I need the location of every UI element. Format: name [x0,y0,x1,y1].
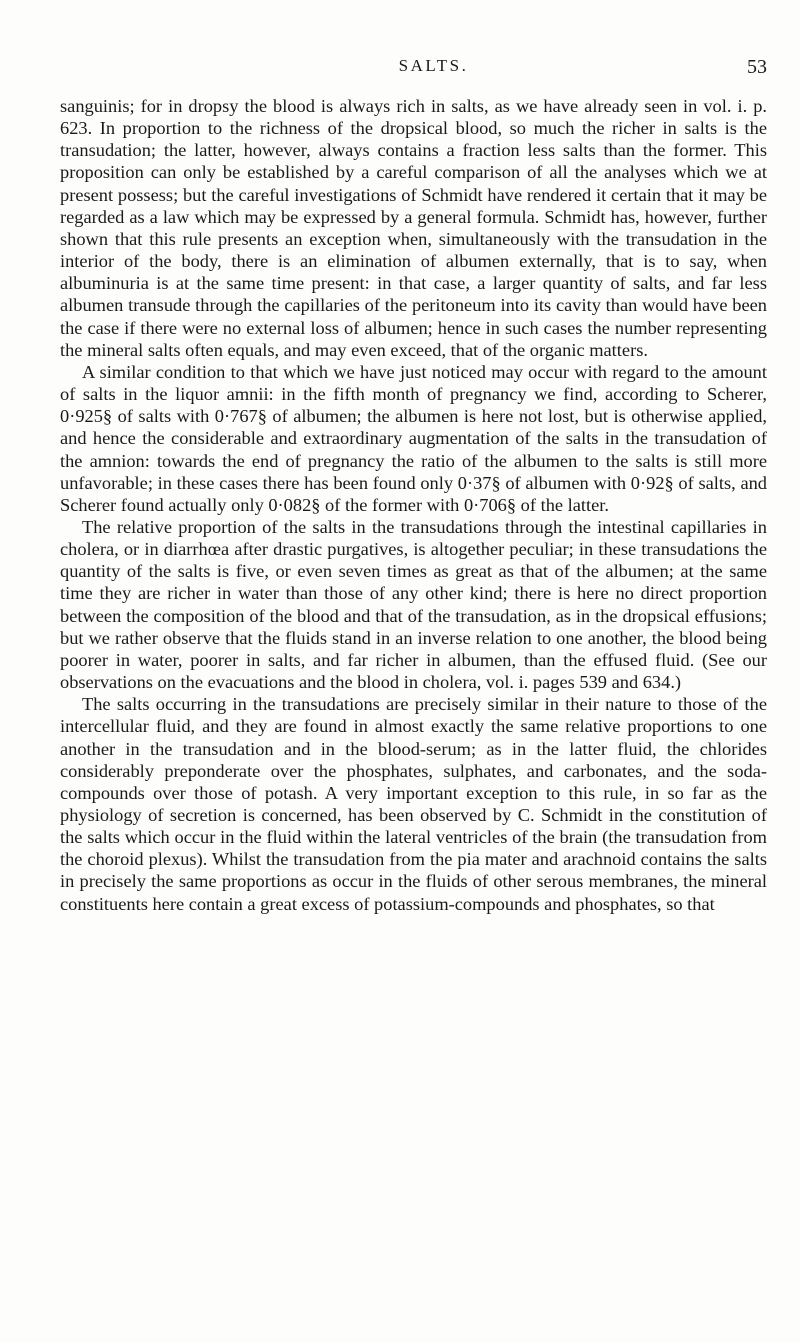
paragraph: The salts occurring in the transudations are precisely similar in their nature to those of the intercellular fluid, and they are found in almost exactly the same relative proportions to one another in the transudation and in the blood-serum; as in the latter fluid, the chlorides considerably preponderate over the phosphates, sulphates, and carbonates, and the soda-compounds over those of potash. A very important exception to this rule, in so far as the physiology of secretion is concerned, has been observed by C. Schmidt in the constitution of the salts which occur in the fluid within the lateral ventricles of the brain (the transudation from the choroid plexus). Whilst the transudation from the pia mater and arachnoid contains the salts in precisely the same proportions as occur in the fluids of other serous membranes, the mineral constituents here contain a great excess of potassium-compounds and phosphates, so that [60,694,767,914]
paragraph: A similar condition to that which we have just noticed may occur with regard to the amount of salts in the liquor amnii: in the fifth month of pregnancy we find, according to Scherer, 0·925§ of salts with 0·767§ of albumen; the albumen is here not lost, but is otherwise applied, and hence the considerable and extraordinary augmentation of the salts in the transudation of the amnion: towards the end of pregnancy the ratio of the albumen to the salts is still more unfavorable; in these cases there has been found only 0·37§ of albumen with 0·92§ of salts, and Scherer found actually only 0·082§ of the former with 0·706§ of the latter. [60,361,767,515]
running-title: SALTS. [398,56,469,75]
page-number: 53 [747,56,767,78]
paragraph: The relative proportion of the salts in the transudations through the intestinal capillaries in cholera, or in diarrhœa after drastic purgatives, is altogether peculiar; in these transudations the quantity of the salts is five, or even seven times as great as that of the albumen; at the same time they are richer in water than those of any other kind; there is here no direct proportion between the composition of the blood and that of the transudation, as in the dropsical effusions; but we rather observe that the fluids stand in an inverse relation to one another, the blood being poorer in water, poorer in salts, and far richer in albumen, than the effused fluid. (See our observations on the evacuations and the blood in cholera, vol. i. pages 539 and 634.) [60,516,767,693]
running-head [60,56,767,82]
text-body [60,95,767,915]
paragraph: sanguinis; for in dropsy the blood is always rich in salts, as we have already seen in vol. i. p. 623. In proportion to the richness of the dropsical blood, so much the richer in salts is the transudation; the latter, however, always contains a fraction less salts than the former. This proposition can only be established by a careful comparison of all the analyses which we at present possess; but the careful investigations of Schmidt have rendered it certain that it may be regarded as a law which may be expressed by a general formula. Schmidt has, however, further shown that this rule presents an exception when, simultaneously with the transudation in the interior of the body, there is an elimination of albumen externally, that is to say, when albuminuria is at the same time present: in that case, a larger quantity of salts, and far less albumen transude through the capillaries of the peritoneum into its cavity than would have been the case if there were no external loss of albumen; hence in such cases the number representing the mineral salts often equals, and may even exceed, that of the organic matters. [60,96,767,360]
